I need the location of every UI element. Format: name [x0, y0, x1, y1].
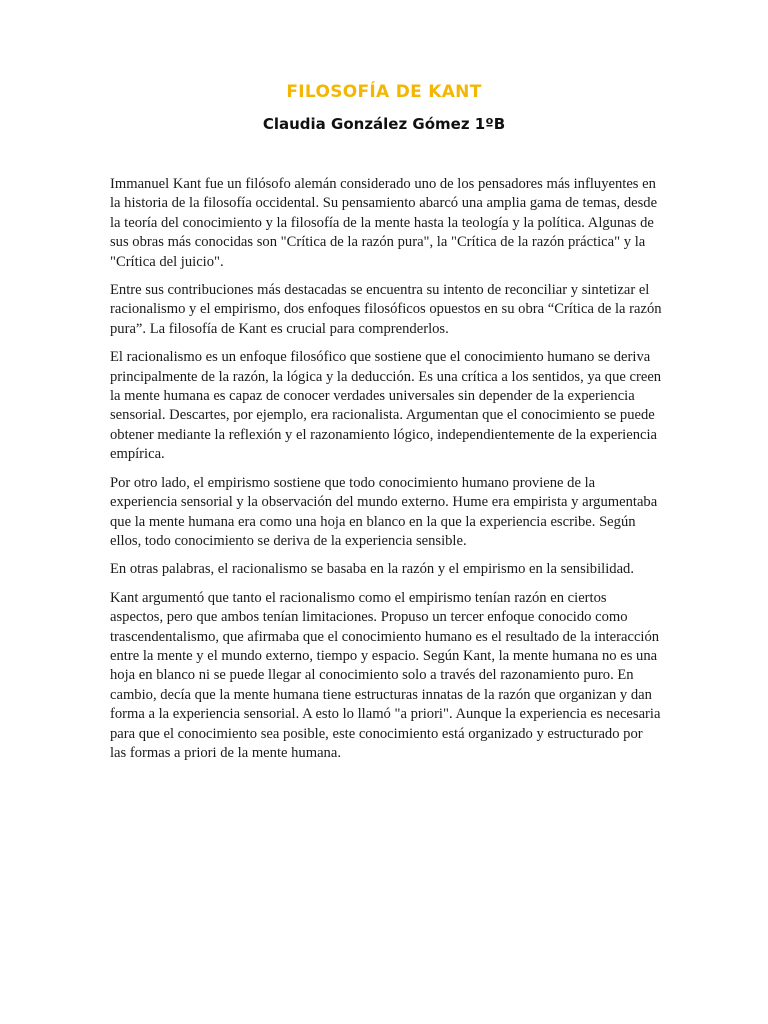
author-line: Claudia González Gómez 1ºB: [262, 115, 506, 133]
paragraph-contributions: Entre sus contribuciones más destacadas se encuentra su intento de reconciliar y sintetizar el racionalismo y el empirismo, dos enfoques filosóficos opuestos en su obra “Crítica de la razón pura”. La filosofía de Kant es crucial para comprenderlos.: [110, 282, 662, 337]
paragraph-summary: En otras palabras, el racionalismo se basaba en la razón y el empirismo en la sensibilidad.: [110, 561, 634, 578]
paragraph-rationalism: El racionalismo es un enfoque filosófico que sostiene que el conocimiento humano se deriva principalmente de la razón, la lógica y la deducción. Es una crítica a los sentidos, ya que creen la mente humana es capaz de conocer verdades universales sin depender de la experiencia sensorial. Descartes, por ejemplo, era racionalista. Argumentan que el conocimiento se puede obtener mediante la reflexión y el razonamiento lógico, independientemente de la experiencia empírica.: [110, 349, 662, 463]
document-body: [110, 175, 662, 772]
paragraph-kant-synthesis: Kant argumentó que tanto el racionalismo como el empirismo tenían razón en ciertos aspectos, pero que ambos tenían limitaciones. Propuso un tercer enfoque conocido como trascendentalismo, que afirmaba que el conocimiento humano es el resultado de la interacción entre la mente y el mundo externo, tiempo y espacio. Según Kant, la mente humana no es una hoja en blanco ni se puede llegar al conocimiento solo a través del razonamiento puro. En cambio, decía que la mente humana tiene estructuras innatas de la razón que organizan y dan forma a la experiencia sensorial. A esto lo llamó "a priori". Aunque la experiencia es necesaria para que el conocimiento sea posible, este conocimiento está organizado y estructurado por las formas a priori de la mente humana.: [110, 589, 661, 761]
paragraph-intro: Immanuel Kant fue un filósofo alemán considerado uno de los pensadores más influyentes en la historia de la filosofía occidental. Su pensamiento abarcó una amplia gama de temas, desde la teoría del conocimiento y la filosofía de la mente hasta la teología y la política. Algunas de sus obras más conocidas son "Crítica de la razón pura", la "Crítica de la razón práctica" y la "Crítica del juicio".: [110, 176, 658, 270]
document-title: FILOSOFÍA DE KANT: [286, 82, 482, 102]
paragraph-empiricism: Por otro lado, el empirismo sostiene que todo conocimiento humano proviene de la experiencia sensorial y la observación del mundo externo. Hume era empirista y argumentaba que la mente humana era como una hoja en blanco en la que la experiencia escribe. Según ellos, todo conocimiento se deriva de la experiencia sensible.: [110, 474, 658, 549]
